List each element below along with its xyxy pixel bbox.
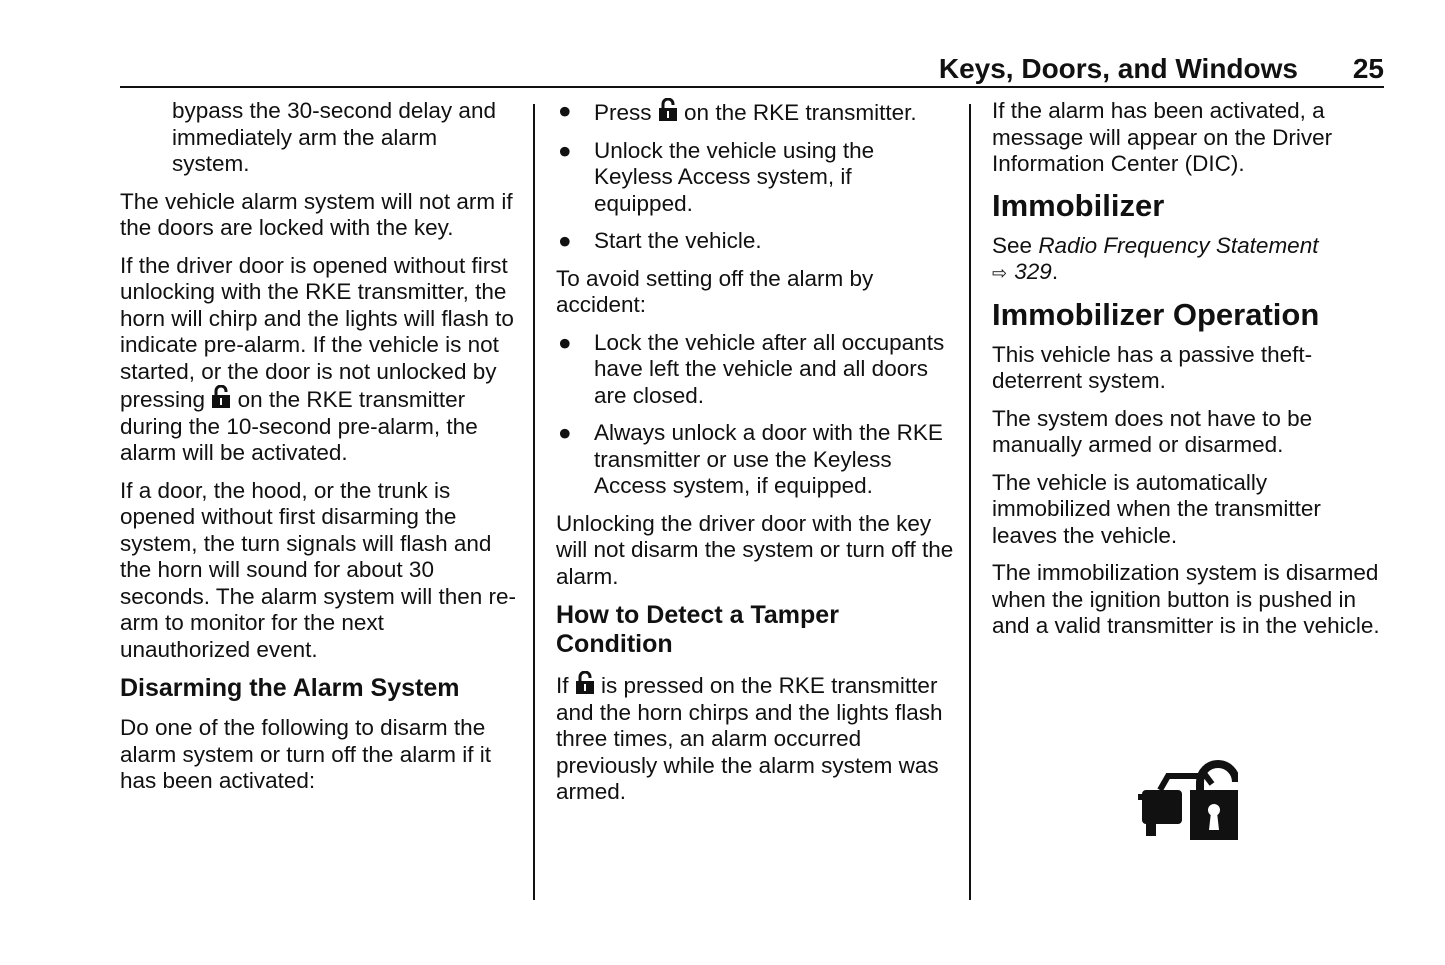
column-3 (992, 98, 1392, 651)
list-item (556, 330, 956, 410)
paragraph: The system does not have to be manually armed or disarmed. (992, 405, 1313, 457)
heading-immobilizer-operation: Immobilizer Operation (992, 296, 1320, 332)
paragraph: The vehicle is automatically immobilized when the transmitter leaves the vehicle. (992, 469, 1321, 548)
column-divider (533, 104, 535, 900)
bullet-icon: ● (558, 228, 572, 253)
page-header (120, 52, 1384, 88)
page-number: 25 (1352, 53, 1384, 84)
section-title: Keys, Doors, and Windows (938, 53, 1298, 84)
paragraph: If the alarm has been activated, a message will appear on the Driver Information Center (DIC). (992, 98, 1333, 176)
text: Always unlock a door with the RKE transmitter or use the Keyless Access system, if equipped. (594, 420, 943, 498)
column-2 (556, 98, 956, 817)
list-item (556, 420, 956, 500)
unlock-icon (575, 671, 595, 695)
text: is pressed on the RKE transmitter and the horn chirps and the lights flash three times, an alarm occurred previously while the alarm system was armed. (556, 673, 943, 804)
paragraph: This vehicle has a passive theft-deterrent system. (992, 341, 1313, 393)
paragraph: Do one of the following to disarm the alarm system or turn off the alarm if it has been activated: (120, 715, 491, 793)
paragraph: The vehicle alarm system will not arm if the doors are locked with the key. (120, 188, 513, 240)
column-divider (969, 104, 971, 900)
unlock-icon (658, 98, 678, 122)
heading-immobilizer: Immobilizer (992, 187, 1165, 223)
bullet-icon: ● (558, 98, 572, 123)
paragraph: To avoid setting off the alarm by accident: (556, 265, 874, 317)
paragraph: bypass the 30-second delay and immediately arm the alarm system. (172, 98, 496, 176)
list-item (556, 228, 956, 255)
reference-link[interactable]: Radio Frequency Statement (1038, 232, 1319, 258)
paragraph: If a door, the hood, or the trunk is opened without first disarming the system, the turn signals will flash and the horn will sound for about 30 seconds. The alarm system will then re-arm to monitor for the next unauthorized event. (120, 477, 516, 662)
bullet-list (556, 98, 956, 255)
text: If (556, 673, 569, 698)
unlock-icon (211, 385, 231, 409)
arrow-right-icon: ⇨ (992, 263, 1008, 283)
paragraph (120, 253, 520, 467)
text: on the RKE transmitter. (684, 100, 917, 125)
list-item (556, 138, 956, 218)
cross-reference: See Radio Frequency Statement ⇨ 329. (992, 233, 1392, 287)
text: If the driver door is opened without first unlocking with the RKE transmitter, the horn will chirp and the lights will flash to indicate pre-alarm. If the vehicle is not started, or the door is not unlocked by pressing (120, 252, 514, 412)
paragraph: Unlocking the driver door with the key will not disarm the system or turn off the alarm. (556, 510, 954, 589)
bullet-icon: ● (558, 329, 572, 355)
text: Start the vehicle. (594, 228, 762, 253)
column-1 (120, 98, 520, 806)
text: See (992, 232, 1033, 258)
bullet-list (556, 330, 956, 500)
text: on the RKE transmitter during the 10-second pre-alarm, the alarm will be activated. (120, 387, 478, 465)
text: Press (594, 100, 652, 125)
text: Lock the vehicle after all occupants have left the vehicle and all doors are closed. (594, 329, 945, 408)
text: Unlock the vehicle using the Keyless Access system, if equipped. (594, 137, 875, 216)
vehicle-security-light-icon (1138, 760, 1238, 842)
page-reference-link[interactable]: 329 (1014, 259, 1052, 284)
paragraph (556, 671, 956, 806)
bullet-icon: ● (558, 137, 572, 163)
bullet-icon: ● (558, 420, 572, 445)
heading-tamper: How to Detect a Tamper Condition (556, 601, 839, 658)
heading-disarming: Disarming the Alarm System (120, 674, 460, 702)
paragraph: The immobilization system is disarmed when the ignition button is pushed in and a valid transmitter is in the vehicle. (992, 560, 1380, 638)
list-item (556, 98, 956, 127)
